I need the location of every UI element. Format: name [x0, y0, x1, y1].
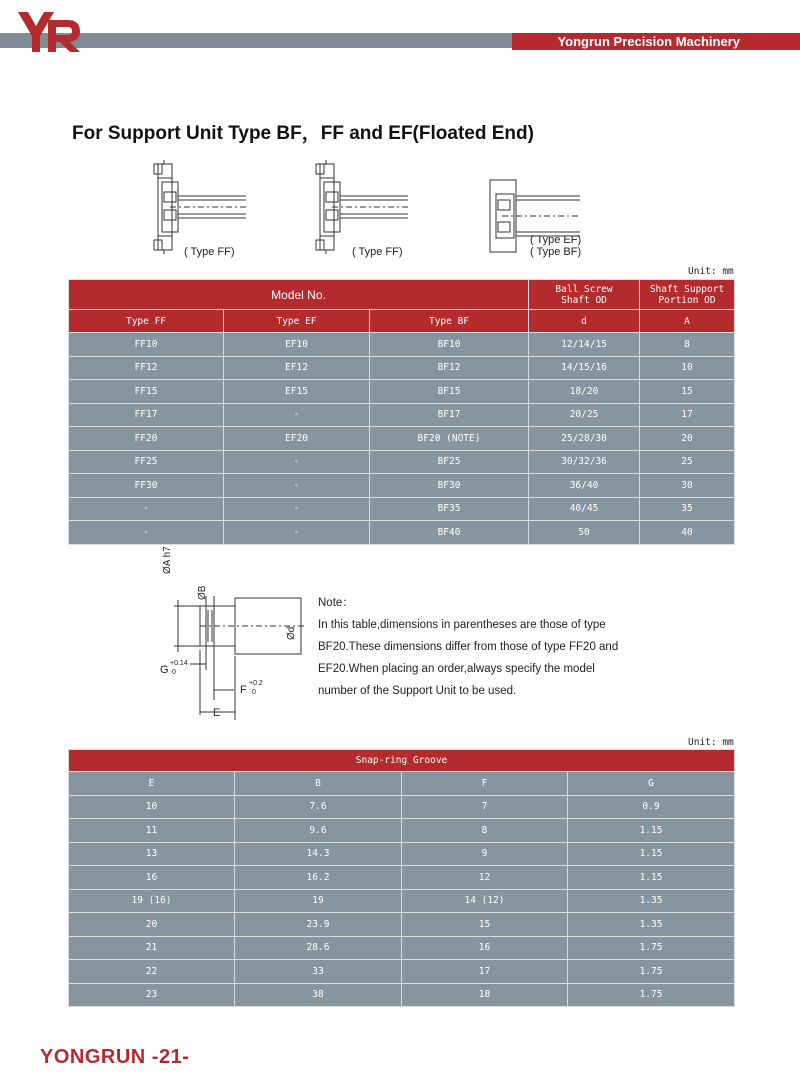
cell: FF25	[69, 450, 224, 474]
cell: 14 (12)	[402, 889, 568, 913]
table-row	[69, 474, 735, 498]
cell: 23	[69, 983, 235, 1007]
label-a-h7: ØA h7	[162, 546, 173, 574]
cell: 50	[529, 521, 640, 545]
cell: BF17	[370, 403, 529, 427]
table2-unit: Unit: mm	[688, 737, 734, 748]
diagram-type-ff-1	[150, 158, 250, 256]
table-row	[69, 842, 735, 866]
cell: FF10	[69, 333, 224, 357]
subheader-d: d	[529, 310, 640, 333]
cell: 20	[69, 913, 235, 937]
snap-ring-table	[68, 749, 735, 1007]
cell: 1.15	[568, 842, 735, 866]
cell: 28.6	[235, 936, 402, 960]
cell: -	[224, 450, 370, 474]
table-row	[69, 795, 735, 819]
table-row	[69, 913, 735, 937]
cell: 1.75	[568, 960, 735, 984]
note-line: BF20.These dimensions differ from those of type FF20 and	[318, 641, 619, 653]
cell: 14.3	[235, 842, 402, 866]
label-g-tol-top: +0.14	[170, 660, 188, 667]
cell: 23.9	[235, 913, 402, 937]
table-row	[69, 866, 735, 890]
cell: -	[224, 497, 370, 521]
cell: 15	[640, 380, 735, 404]
cell: -	[224, 521, 370, 545]
cell: 16	[402, 936, 568, 960]
cell: 13	[69, 842, 235, 866]
table-row	[69, 380, 735, 404]
cell: 19	[235, 889, 402, 913]
cell: 1.35	[568, 913, 735, 937]
cell: -	[69, 521, 224, 545]
cell: EF15	[224, 380, 370, 404]
table-row	[69, 356, 735, 380]
diagram-label-3: ( Type EF)	[530, 234, 582, 246]
cell: 7	[402, 795, 568, 819]
cell: 16	[69, 866, 235, 890]
diagram-label-4: ( Type BF)	[530, 246, 582, 258]
cell: 21	[69, 936, 235, 960]
table-row	[69, 960, 735, 984]
cell: 22	[69, 960, 235, 984]
table-row	[69, 521, 735, 545]
cell: BF20 (NOTE)	[370, 427, 529, 451]
cell: 8	[640, 333, 735, 357]
cell: EF10	[224, 333, 370, 357]
cell: -	[224, 403, 370, 427]
cell: 20	[640, 427, 735, 451]
cell: -	[224, 474, 370, 498]
cell: EF12	[224, 356, 370, 380]
cell: 40/45	[529, 497, 640, 521]
table-row	[69, 819, 735, 843]
page-footer: YONGRUN -21-	[40, 1046, 190, 1068]
cell: 0.9	[568, 795, 735, 819]
cell: 1.15	[568, 866, 735, 890]
cell: 30/32/36	[529, 450, 640, 474]
cell: 9.6	[235, 819, 402, 843]
cell: 18/20	[529, 380, 640, 404]
cell: 36/40	[529, 474, 640, 498]
diagram-label-2: ( Type FF)	[352, 246, 403, 258]
cell: 25/28/30	[529, 427, 640, 451]
subheader-b: B	[235, 772, 402, 796]
label-d: Ød	[286, 626, 297, 640]
cell: BF40	[370, 521, 529, 545]
cell: BF15	[370, 380, 529, 404]
cell: 40	[640, 521, 735, 545]
note-heading: Note：	[318, 597, 354, 609]
cell: 38	[235, 983, 402, 1007]
diagram-type-ff-2	[312, 158, 412, 256]
note-block	[318, 592, 638, 702]
cell: 25	[640, 450, 735, 474]
cell: 10	[640, 356, 735, 380]
cell: 10	[69, 795, 235, 819]
subheader-e: E	[69, 772, 235, 796]
note-line: EF20.When placing an order,always specify the model	[318, 663, 595, 675]
table1-unit: Unit: mm	[688, 266, 734, 277]
note-line: In this table,dimensions in parentheses are those of type	[318, 619, 606, 631]
table-row	[69, 333, 735, 357]
cell: 1.35	[568, 889, 735, 913]
table-row	[69, 936, 735, 960]
cell: 1.15	[568, 819, 735, 843]
company-name: Yongrun Precision Machinery	[512, 33, 800, 50]
cell: 1.75	[568, 936, 735, 960]
label-e: E	[213, 707, 221, 719]
cell: FF15	[69, 380, 224, 404]
header-shaft-support: Shaft Support Portion OD	[640, 280, 735, 310]
subheader-a: A	[640, 310, 735, 333]
label-f-tol-bot: 0	[252, 689, 256, 696]
cell: 17	[640, 403, 735, 427]
label-g: G	[160, 664, 169, 676]
subheader-g: G	[568, 772, 735, 796]
cell: 30	[640, 474, 735, 498]
cell: 33	[235, 960, 402, 984]
yr-logo	[6, 6, 86, 56]
label-f: F	[240, 684, 247, 696]
subheader-type-ef: Type EF	[224, 310, 370, 333]
shaft-groove-drawing	[150, 560, 310, 725]
subheader-type-ff: Type FF	[69, 310, 224, 333]
table-row	[69, 450, 735, 474]
table-row	[69, 427, 735, 451]
cell: 18	[402, 983, 568, 1007]
cell: 15	[402, 913, 568, 937]
cell: 9	[402, 842, 568, 866]
table-row	[69, 889, 735, 913]
header-model-no: Model No.	[69, 280, 529, 310]
cell: 14/15/16	[529, 356, 640, 380]
cell: 11	[69, 819, 235, 843]
cell: FF17	[69, 403, 224, 427]
cell: 8	[402, 819, 568, 843]
subheader-type-bf: Type BF	[370, 310, 529, 333]
diagram-label-1: ( Type FF)	[184, 246, 235, 258]
note-line: number of the Support Unit to be used.	[318, 685, 517, 697]
cell: 12/14/15	[529, 333, 640, 357]
label-b: ØB	[197, 585, 208, 600]
table-row	[69, 497, 735, 521]
cell: 19 (16)	[69, 889, 235, 913]
table-row	[69, 403, 735, 427]
cell: 17	[402, 960, 568, 984]
cell: FF20	[69, 427, 224, 451]
subheader-f: F	[402, 772, 568, 796]
table-row	[69, 983, 735, 1007]
cell: 7.6	[235, 795, 402, 819]
label-f-tol-top: +0.2	[249, 680, 263, 687]
label-g-tol-bot: 0	[172, 669, 176, 676]
cell: 12	[402, 866, 568, 890]
cell: -	[69, 497, 224, 521]
cell: 20/25	[529, 403, 640, 427]
cell: EF20	[224, 427, 370, 451]
cell: 1.75	[568, 983, 735, 1007]
cell: BF25	[370, 450, 529, 474]
cell: BF35	[370, 497, 529, 521]
cell: BF12	[370, 356, 529, 380]
model-table	[68, 279, 735, 545]
cell: FF30	[69, 474, 224, 498]
header-ball-screw: Ball Screw Shaft OD	[529, 280, 640, 310]
header-snap-ring-groove: Snap-ring Groove	[69, 750, 735, 772]
cell: FF12	[69, 356, 224, 380]
page-title: For Support Unit Type BF，FF and EF(Floated End)	[72, 123, 534, 144]
cell: 35	[640, 497, 735, 521]
cell: BF30	[370, 474, 529, 498]
cell: 16.2	[235, 866, 402, 890]
cell: BF10	[370, 333, 529, 357]
